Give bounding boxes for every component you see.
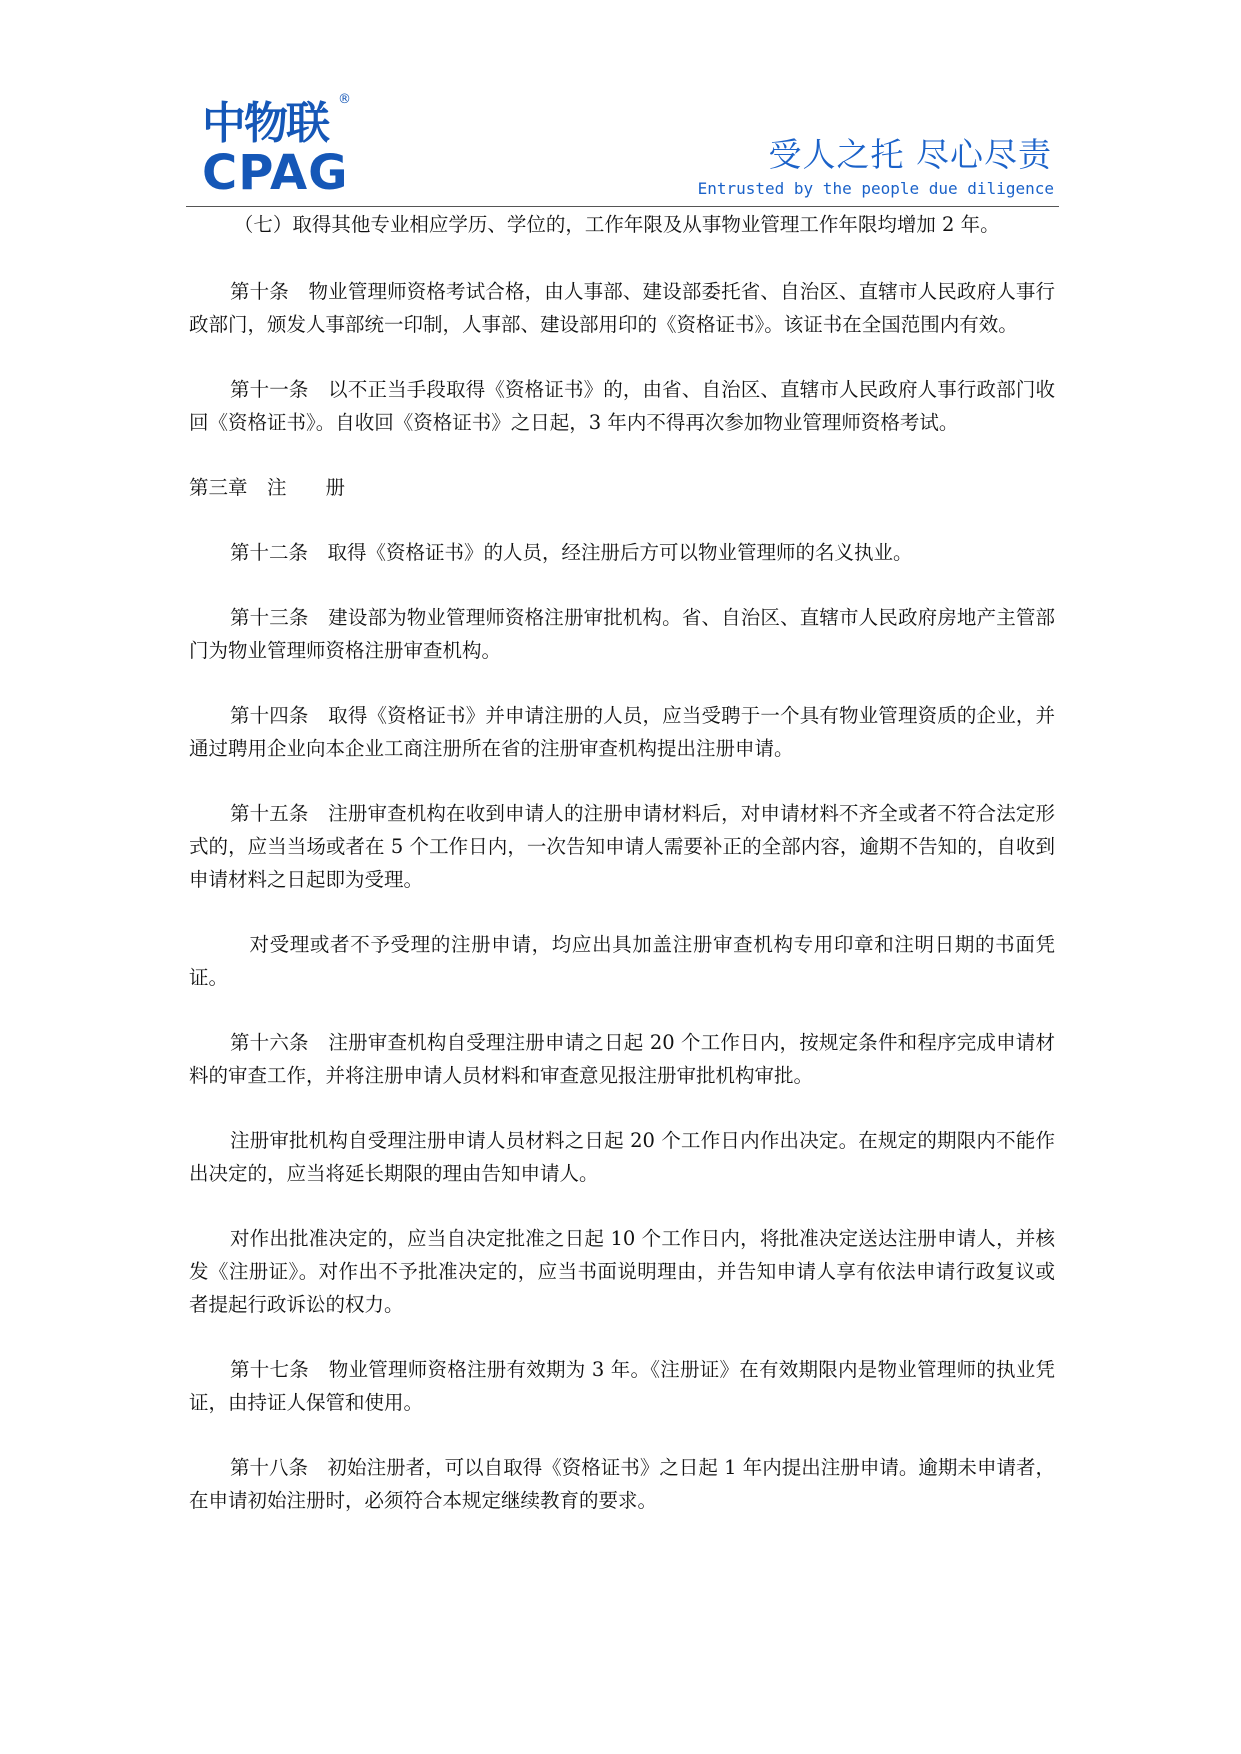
slogan-english: Entrusted by the people due diligence	[697, 179, 1054, 198]
article-12-paragraph: 第十二条 取得《资格证书》的人员，经注册后方可以物业管理师的名义执业。	[229, 541, 913, 564]
header-divider	[186, 206, 1059, 207]
chapter-3-heading: 第三章 注 册	[189, 476, 346, 499]
slogan-chinese: 受人之托 尽心尽责	[768, 135, 1052, 174]
clause-seven-paragraph: （七）取得其他专业相应学历、学位的，工作年限及从事物业管理工作年限均增加 2 年。	[233, 213, 1000, 236]
article-15-paragraph: 第十五条 注册审查机构在收到申请人的注册申请材料后，对申请材料不齐全或者不符合法定形式的，应当当场或者在 5 个工作日内，一次告知申请人需要补正的全部内容，逾期不告知的，自收到申请材料之日起即为受理。	[189, 802, 1055, 891]
article-16-continuation-2: 对作出批准决定的，应当自决定批准之日起 10 个工作日内，将批准决定送达注册申请人，并核发《注册证》。对作出不予批准决定的，应当书面说明理由，并告知申请人享有依法申请行政复议或者提起行政诉讼的权力。	[189, 1227, 1055, 1316]
article-17-paragraph: 第十七条 物业管理师资格注册有效期为 3 年。《注册证》在有效期限内是物业管理师的执业凭证，由持证人保管和使用。	[189, 1358, 1055, 1414]
logo-cpag-text: CPAG	[202, 145, 349, 201]
article-18-paragraph: 第十八条 初始注册者，可以自取得《资格证书》之日起 1 年内提出注册申请。逾期未申请者，在申请初始注册时，必须符合本规定继续教育的要求。	[189, 1456, 1055, 1512]
article-15-continuation: 对受理或者不予受理的注册申请，均应出具加盖注册审查机构专用印章和注明日期的书面凭证。	[189, 933, 1055, 989]
article-10-paragraph: 第十条 物业管理师资格考试合格，由人事部、建设部委托省、自治区、直辖市人民政府人事行政部门，颁发人事部统一印制，人事部、建设部用印的《资格证书》。该证书在全国范围内有效。	[189, 280, 1055, 336]
page-header	[188, 90, 1058, 206]
article-16-continuation-1: 注册审批机构自受理注册申请人员材料之日起 20 个工作日内作出决定。在规定的期限内不能作出决定的，应当将延长期限的理由告知申请人。	[189, 1129, 1055, 1185]
article-13-paragraph: 第十三条 建设部为物业管理师资格注册审批机构。省、自治区、直辖市人民政府房地产主管部门为物业管理师资格注册审查机构。	[189, 606, 1055, 662]
article-14-paragraph: 第十四条 取得《资格证书》并申请注册的人员，应当受聘于一个具有物业管理资质的企业，并通过聘用企业向本企业工商注册所在省的注册审查机构提出注册申请。	[189, 704, 1055, 760]
article-11-paragraph: 第十一条 以不正当手段取得《资格证书》的，由省、自治区、直辖市人民政府人事行政部门收回《资格证书》。自收回《资格证书》之日起，3 年内不得再次参加物业管理师资格考试。	[189, 378, 1055, 434]
registered-mark: ®	[338, 92, 351, 107]
logo-chinese-text: 中物联	[202, 98, 328, 149]
article-16-paragraph: 第十六条 注册审查机构自受理注册申请之日起 20 个工作日内，按规定条件和程序完成申请材料的审查工作，并将注册申请人员材料和审查意见报注册审批机构审批。	[189, 1031, 1055, 1087]
document-body	[189, 208, 1055, 1549]
